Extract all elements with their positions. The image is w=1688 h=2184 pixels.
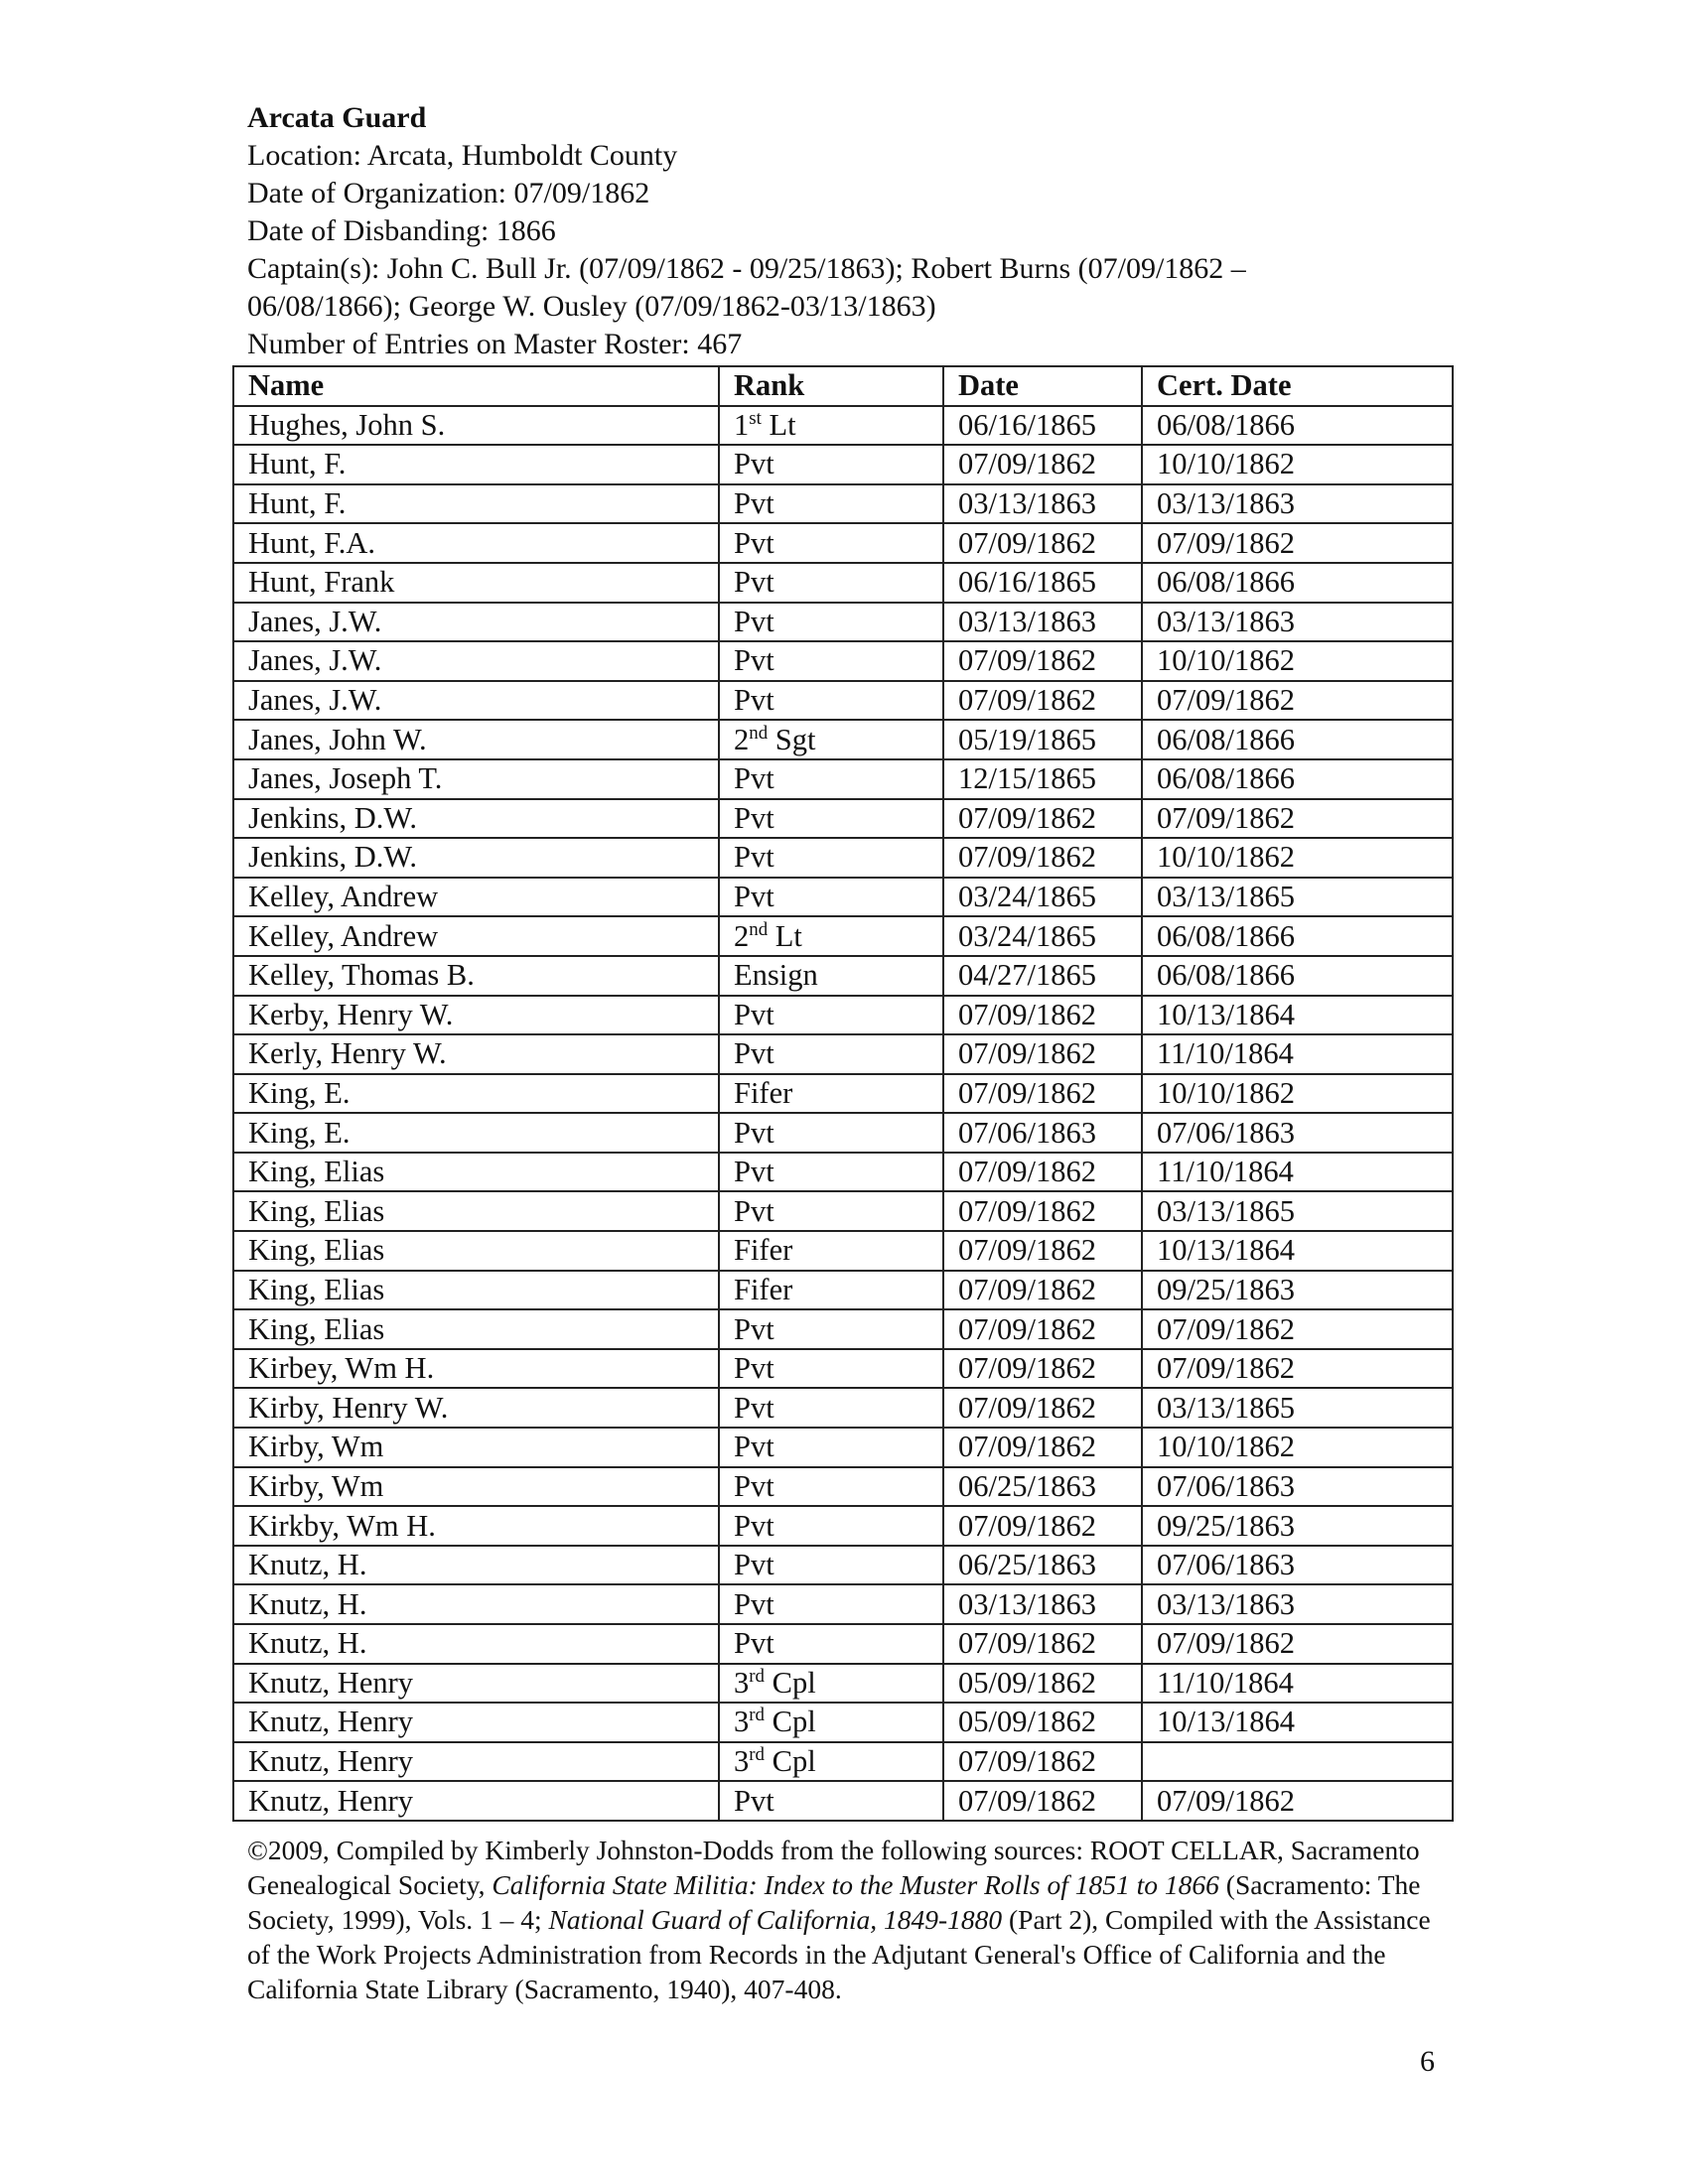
cell-cert-date: 06/08/1866 xyxy=(1142,916,1453,956)
table-row xyxy=(233,1034,1453,1074)
cell-rank: Pvt xyxy=(719,445,943,484)
roster-header xyxy=(247,99,1439,363)
rank-title: Cpl xyxy=(765,1665,816,1700)
cell-rank: Pvt xyxy=(719,759,943,799)
table-row xyxy=(233,956,1453,996)
cell-date: 07/09/1862 xyxy=(943,996,1142,1035)
cell-cert-date: 07/09/1862 xyxy=(1142,681,1453,721)
cell-rank: Pvt xyxy=(719,523,943,563)
cell-date: 05/19/1865 xyxy=(943,720,1142,759)
rank-number: 3 xyxy=(734,1665,750,1700)
cell-name: Kelley, Andrew xyxy=(233,878,719,917)
table-row xyxy=(233,878,1453,917)
table-row xyxy=(233,838,1453,878)
table-row xyxy=(233,1113,1453,1153)
cell-date: 07/09/1862 xyxy=(943,1506,1142,1546)
cell-name: Hunt, F. xyxy=(233,445,719,484)
cell-name: Kirkby, Wm H. xyxy=(233,1506,719,1546)
cell-cert-date: 03/13/1865 xyxy=(1142,1191,1453,1231)
cell-rank: Pvt xyxy=(719,1584,943,1624)
organization-date-line: Date of Organization: 07/09/1862 xyxy=(247,177,650,209)
cell-rank: Pvt xyxy=(719,1034,943,1074)
table-row xyxy=(233,1349,1453,1389)
cell-date: 03/13/1863 xyxy=(943,1584,1142,1624)
cell-rank: Pvt xyxy=(719,563,943,603)
cell-date: 07/09/1862 xyxy=(943,1388,1142,1428)
rank-ordinal-suffix: nd xyxy=(749,722,769,744)
cell-rank: Pvt xyxy=(719,1428,943,1467)
cell-rank: Ensign xyxy=(719,956,943,996)
cell-cert-date: 10/13/1864 xyxy=(1142,1231,1453,1271)
rank-title: Lt xyxy=(768,918,802,953)
cell-name: Kelley, Andrew xyxy=(233,916,719,956)
table-row xyxy=(233,1271,1453,1310)
cell-cert-date: 09/25/1863 xyxy=(1142,1506,1453,1546)
source-citation xyxy=(247,1833,1444,2006)
rank-number: 3 xyxy=(734,1705,750,1739)
cell-cert-date: 10/10/1862 xyxy=(1142,445,1453,484)
cell-rank: Pvt xyxy=(719,878,943,917)
cell-date: 07/09/1862 xyxy=(943,1153,1142,1192)
captains-line-2: 06/08/1866); George W. Ousley (07/09/1862-03/13/1863) xyxy=(247,290,936,323)
cell-date: 03/24/1865 xyxy=(943,878,1142,917)
cell-date: 07/09/1862 xyxy=(943,1624,1142,1664)
table-row xyxy=(233,1191,1453,1231)
table-row xyxy=(233,1624,1453,1664)
cell-date: 04/27/1865 xyxy=(943,956,1142,996)
cell-name: King, Elias xyxy=(233,1271,719,1310)
citation-title-2: National Guard of California, 1849-1880 xyxy=(548,1904,1003,1935)
table-row xyxy=(233,406,1453,446)
cell-name: Knutz, Henry xyxy=(233,1781,719,1821)
citation-text-3: (Part 2), Compiled with the Assistance of the Work Projects Administration from Records in the Adjutant General's Office of California and the California State Library (Sacramento, 1940), 407-408. xyxy=(247,1904,1431,2004)
cell-date: 07/06/1863 xyxy=(943,1113,1142,1153)
cell-date: 07/09/1862 xyxy=(943,1271,1142,1310)
cell-rank: Pvt xyxy=(719,1388,943,1428)
table-row xyxy=(233,681,1453,721)
cell-date: 07/09/1862 xyxy=(943,1428,1142,1467)
table-row xyxy=(233,1781,1453,1821)
cell-name: Kirby, Henry W. xyxy=(233,1388,719,1428)
table-row xyxy=(233,641,1453,681)
cell-cert-date: 10/10/1862 xyxy=(1142,1428,1453,1467)
cell-rank: Fifer xyxy=(719,1271,943,1310)
rank-number: 2 xyxy=(734,722,750,756)
cell-date: 07/09/1862 xyxy=(943,1191,1142,1231)
cell-rank xyxy=(719,916,943,956)
cell-rank: Fifer xyxy=(719,1074,943,1114)
cell-rank: Pvt xyxy=(719,1191,943,1231)
rank-ordinal-suffix: rd xyxy=(749,1665,765,1687)
column-header-rank: Rank xyxy=(719,366,943,406)
cell-date: 06/16/1865 xyxy=(943,563,1142,603)
cell-name: Knutz, Henry xyxy=(233,1742,719,1782)
cell-cert-date: 09/25/1863 xyxy=(1142,1271,1453,1310)
entries-count-line: Number of Entries on Master Roster: 467 xyxy=(247,328,743,360)
cell-cert-date: 07/09/1862 xyxy=(1142,1349,1453,1389)
cell-cert-date: 07/06/1863 xyxy=(1142,1546,1453,1585)
roster-body xyxy=(233,406,1453,1821)
cell-rank: Pvt xyxy=(719,1113,943,1153)
cell-cert-date: 06/08/1866 xyxy=(1142,759,1453,799)
table-row xyxy=(233,1428,1453,1467)
cell-cert-date: 03/13/1865 xyxy=(1142,878,1453,917)
rank-ordinal-suffix: rd xyxy=(749,1743,765,1765)
rank-title: Cpl xyxy=(765,1744,816,1779)
cell-rank: Pvt xyxy=(719,1467,943,1507)
cell-date: 07/09/1862 xyxy=(943,1781,1142,1821)
cell-cert-date: 07/09/1862 xyxy=(1142,1781,1453,1821)
cell-name: Kirby, Wm xyxy=(233,1467,719,1507)
cell-name: Janes, J.W. xyxy=(233,641,719,681)
rank-ordinal-suffix: st xyxy=(749,407,762,429)
cell-date: 07/09/1862 xyxy=(943,1742,1142,1782)
citation-title-1: California State Militia: Index to the Muster Rolls of 1851 to 1866 xyxy=(492,1869,1219,1900)
cell-rank: Pvt xyxy=(719,1309,943,1349)
table-row xyxy=(233,1153,1453,1192)
table-row xyxy=(233,1309,1453,1349)
cell-date: 07/09/1862 xyxy=(943,1074,1142,1114)
cell-date: 12/15/1865 xyxy=(943,759,1142,799)
cell-cert-date: 06/08/1866 xyxy=(1142,720,1453,759)
table-row xyxy=(233,484,1453,524)
cell-rank: Pvt xyxy=(719,1506,943,1546)
cell-cert-date: 03/13/1863 xyxy=(1142,1584,1453,1624)
cell-date: 07/09/1862 xyxy=(943,1231,1142,1271)
cell-name: King, E. xyxy=(233,1074,719,1114)
table-row xyxy=(233,1074,1453,1114)
column-header-name: Name xyxy=(233,366,719,406)
table-row xyxy=(233,1506,1453,1546)
cell-cert-date: 07/09/1862 xyxy=(1142,1309,1453,1349)
cell-cert-date: 11/10/1864 xyxy=(1142,1664,1453,1704)
cell-rank: Pvt xyxy=(719,799,943,839)
table-row xyxy=(233,603,1453,642)
cell-cert-date xyxy=(1142,1742,1453,1782)
cell-cert-date: 03/13/1863 xyxy=(1142,484,1453,524)
cell-cert-date: 07/06/1863 xyxy=(1142,1467,1453,1507)
cell-cert-date: 11/10/1864 xyxy=(1142,1153,1453,1192)
cell-date: 07/09/1862 xyxy=(943,1309,1142,1349)
cell-date: 07/09/1862 xyxy=(943,799,1142,839)
cell-name: Kirby, Wm xyxy=(233,1428,719,1467)
cell-name: Knutz, H. xyxy=(233,1546,719,1585)
rank-number: 3 xyxy=(734,1744,750,1779)
cell-date: 07/09/1862 xyxy=(943,641,1142,681)
cell-cert-date: 10/13/1864 xyxy=(1142,996,1453,1035)
cell-rank: Pvt xyxy=(719,838,943,878)
table-row xyxy=(233,1467,1453,1507)
cell-cert-date: 07/09/1862 xyxy=(1142,799,1453,839)
cell-date: 05/09/1862 xyxy=(943,1703,1142,1742)
rank-ordinal-suffix: nd xyxy=(749,918,769,940)
cell-rank: Pvt xyxy=(719,603,943,642)
cell-name: Hunt, Frank xyxy=(233,563,719,603)
cell-date: 07/09/1862 xyxy=(943,838,1142,878)
cell-cert-date: 06/08/1866 xyxy=(1142,406,1453,446)
cell-name: Janes, J.W. xyxy=(233,603,719,642)
cell-name: Knutz, Henry xyxy=(233,1703,719,1742)
column-header-date: Date xyxy=(943,366,1142,406)
cell-cert-date: 07/09/1862 xyxy=(1142,523,1453,563)
cell-rank: Pvt xyxy=(719,1781,943,1821)
cell-name: Hughes, John S. xyxy=(233,406,719,446)
cell-name: Knutz, H. xyxy=(233,1584,719,1624)
unit-title: Arcata Guard xyxy=(247,101,427,134)
rank-ordinal-suffix: rd xyxy=(749,1705,765,1726)
cell-name: King, E. xyxy=(233,1113,719,1153)
cell-name: Janes, J.W. xyxy=(233,681,719,721)
table-row xyxy=(233,1742,1453,1782)
cell-name: Knutz, H. xyxy=(233,1624,719,1664)
cell-cert-date: 07/09/1862 xyxy=(1142,1624,1453,1664)
cell-name: Janes, John W. xyxy=(233,720,719,759)
citation-text-1: ©2009, Compiled by Kimberly Johnston-Dodds from the following sources: ROOT CELLAR, Sacramento Genealogical Society, xyxy=(247,1835,1420,1900)
cell-name: Jenkins, D.W. xyxy=(233,838,719,878)
cell-rank: Pvt xyxy=(719,1349,943,1389)
cell-rank: Pvt xyxy=(719,1546,943,1585)
table-row xyxy=(233,799,1453,839)
table-row xyxy=(233,996,1453,1035)
cell-name: Kerby, Henry W. xyxy=(233,996,719,1035)
cell-rank xyxy=(719,1703,943,1742)
cell-name: Kerly, Henry W. xyxy=(233,1034,719,1074)
cell-cert-date: 06/08/1866 xyxy=(1142,956,1453,996)
table-row xyxy=(233,445,1453,484)
cell-name: Janes, Joseph T. xyxy=(233,759,719,799)
cell-rank: Pvt xyxy=(719,1624,943,1664)
cell-date: 06/25/1863 xyxy=(943,1546,1142,1585)
cell-date: 07/09/1862 xyxy=(943,681,1142,721)
cell-name: King, Elias xyxy=(233,1309,719,1349)
table-row xyxy=(233,563,1453,603)
cell-cert-date: 06/08/1866 xyxy=(1142,563,1453,603)
rank-number: 1 xyxy=(734,407,750,442)
captains-line-1: Captain(s): John C. Bull Jr. (07/09/1862 - 09/25/1863); Robert Burns (07/09/1862 – xyxy=(247,252,1246,285)
cell-date: 03/13/1863 xyxy=(943,484,1142,524)
cell-name: King, Elias xyxy=(233,1231,719,1271)
table-row xyxy=(233,1703,1453,1742)
cell-cert-date: 03/13/1863 xyxy=(1142,603,1453,642)
cell-rank: Pvt xyxy=(719,681,943,721)
citation-text-2: (Sacramento: The Society, 1999), Vols. 1 – 4; xyxy=(247,1869,1421,1935)
cell-rank xyxy=(719,1742,943,1782)
cell-name: King, Elias xyxy=(233,1153,719,1192)
cell-rank: Pvt xyxy=(719,484,943,524)
cell-cert-date: 11/10/1864 xyxy=(1142,1034,1453,1074)
column-header-cert-date: Cert. Date xyxy=(1142,366,1453,406)
cell-date: 06/25/1863 xyxy=(943,1467,1142,1507)
table-row xyxy=(233,916,1453,956)
cell-rank: Fifer xyxy=(719,1231,943,1271)
cell-name: King, Elias xyxy=(233,1191,719,1231)
cell-cert-date: 03/13/1865 xyxy=(1142,1388,1453,1428)
cell-cert-date: 10/13/1864 xyxy=(1142,1703,1453,1742)
rank-title: Sgt xyxy=(768,722,816,756)
rank-number: 2 xyxy=(734,918,750,953)
cell-name: Hunt, F.A. xyxy=(233,523,719,563)
cell-name: Kirbey, Wm H. xyxy=(233,1349,719,1389)
table-row xyxy=(233,1231,1453,1271)
table-row xyxy=(233,720,1453,759)
location-line: Location: Arcata, Humboldt County xyxy=(247,139,678,172)
cell-name: Hunt, F. xyxy=(233,484,719,524)
cell-date: 05/09/1862 xyxy=(943,1664,1142,1704)
table-row xyxy=(233,1664,1453,1704)
cell-date: 07/09/1862 xyxy=(943,1034,1142,1074)
cell-cert-date: 10/10/1862 xyxy=(1142,641,1453,681)
cell-cert-date: 10/10/1862 xyxy=(1142,1074,1453,1114)
disbanding-date-line: Date of Disbanding: 1866 xyxy=(247,214,556,247)
cell-rank xyxy=(719,406,943,446)
table-row xyxy=(233,523,1453,563)
cell-rank xyxy=(719,720,943,759)
cell-rank: Pvt xyxy=(719,996,943,1035)
table-header-row xyxy=(233,366,1453,406)
cell-date: 07/09/1862 xyxy=(943,1349,1142,1389)
cell-date: 03/13/1863 xyxy=(943,603,1142,642)
table-row xyxy=(233,1584,1453,1624)
table-row xyxy=(233,1546,1453,1585)
cell-name: Knutz, Henry xyxy=(233,1664,719,1704)
cell-rank: Pvt xyxy=(719,1153,943,1192)
cell-cert-date: 07/06/1863 xyxy=(1142,1113,1453,1153)
table-row xyxy=(233,759,1453,799)
cell-date: 07/09/1862 xyxy=(943,523,1142,563)
cell-name: Kelley, Thomas B. xyxy=(233,956,719,996)
cell-date: 07/09/1862 xyxy=(943,445,1142,484)
roster-table xyxy=(232,365,1454,1822)
cell-rank: Pvt xyxy=(719,641,943,681)
cell-cert-date: 10/10/1862 xyxy=(1142,838,1453,878)
cell-date: 06/16/1865 xyxy=(943,406,1142,446)
table-row xyxy=(233,1388,1453,1428)
rank-title: Lt xyxy=(761,407,796,442)
cell-date: 03/24/1865 xyxy=(943,916,1142,956)
rank-title: Cpl xyxy=(765,1705,816,1739)
cell-name: Jenkins, D.W. xyxy=(233,799,719,839)
page-number: 6 xyxy=(1420,2045,1435,2078)
cell-rank xyxy=(719,1664,943,1704)
